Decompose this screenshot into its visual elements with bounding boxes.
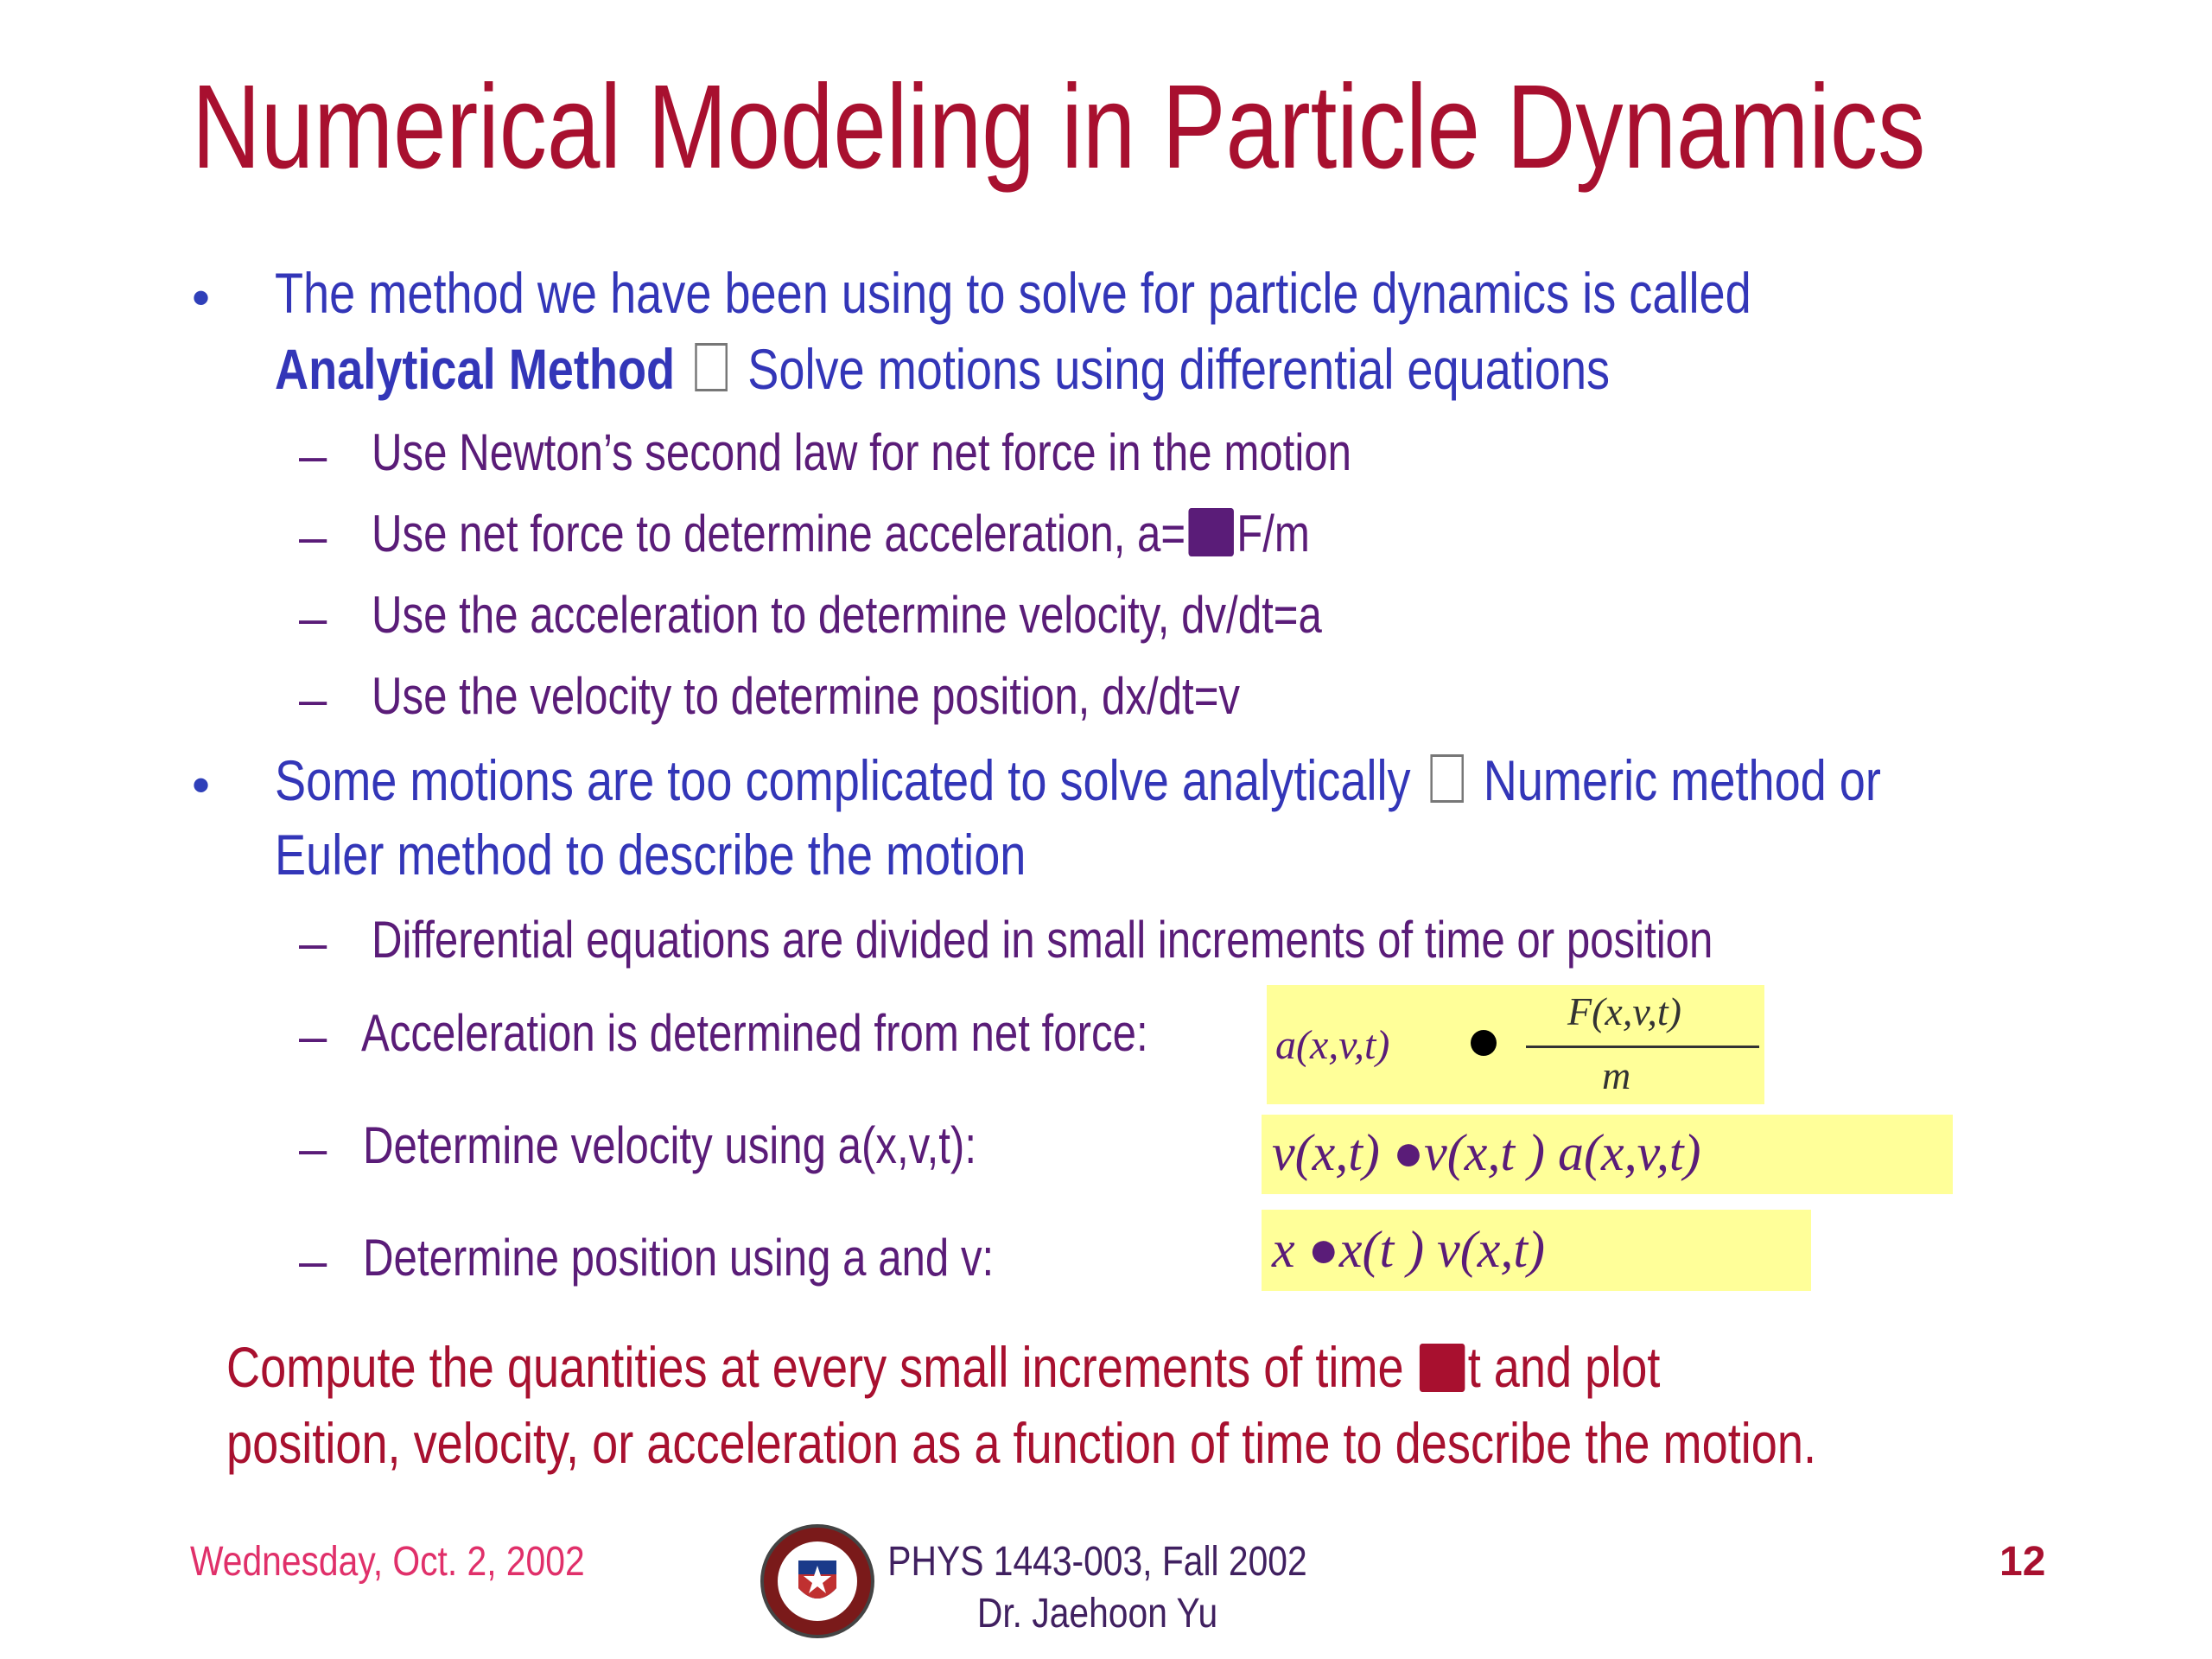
- arrow-glyph-icon: [695, 343, 728, 391]
- university-seal-icon: [759, 1522, 876, 1640]
- footer-instructor: Dr. Jaehoon Yu: [976, 1591, 1218, 1637]
- velocity-equation: v(x,t) ●v(x,t ) a(x,v,t): [1272, 1124, 1701, 1181]
- acceleration-equation-box: [1267, 985, 1764, 1104]
- equals-glyph-icon: [1471, 1030, 1497, 1056]
- conclusion-line1: [226, 1331, 1660, 1405]
- accel-lhs: a(x,v,t): [1275, 1022, 1390, 1068]
- position-equation-box: [1262, 1210, 1811, 1291]
- footer-course: PHYS 1443-003, Fall 2002: [887, 1539, 1307, 1585]
- bullet2-line2: Euler method to describe the motion: [275, 823, 1027, 887]
- bullet2-line1-text-b: Numeric method or: [1483, 748, 1881, 812]
- accel-denominator: m: [1602, 1053, 1631, 1097]
- dash-icon: –: [299, 509, 327, 565]
- fraction-bar: [1526, 1046, 1759, 1048]
- sum-symbol-glyph-icon: [1188, 508, 1233, 556]
- sub2-item-1: Differential equations are divided in small increments of time or position: [372, 911, 1713, 969]
- bullet2-line1-text-a: Some motions are too complicated to solve analytically: [275, 748, 1411, 812]
- dash-icon: –: [299, 671, 327, 728]
- sub2-item-2: Acceleration is determined from net force:: [361, 1004, 1148, 1062]
- accel-numerator: F(x,v,t): [1567, 989, 1681, 1033]
- bullet1-line2: [275, 335, 1610, 404]
- analytical-method-label: Analytical Method: [275, 337, 676, 401]
- arrow-glyph-icon: [1431, 754, 1464, 803]
- dash-icon: –: [299, 428, 327, 484]
- bullet1-line2-text: Solve motions using differential equations: [747, 337, 1611, 401]
- dash-icon: –: [299, 590, 327, 646]
- conclusion-line1-text-b: t and plot: [1467, 1335, 1661, 1399]
- footer-date: Wednesday, Oct. 2, 2002: [190, 1539, 585, 1585]
- sub1-item-2: [372, 503, 1310, 565]
- sub1-item-4: Use the velocity to determine position, dx/dt=v: [372, 667, 1241, 725]
- delta-glyph-icon: [1420, 1344, 1465, 1392]
- sub1-item-3: Use the acceleration to determine velocity, dv/dt=a: [372, 586, 1322, 644]
- bullet2-line1: [275, 747, 1881, 815]
- dash-icon: –: [299, 1008, 327, 1065]
- bullet-dot-icon: •: [192, 269, 211, 327]
- dash-icon: –: [299, 1121, 327, 1177]
- sub2-item-3: Determine velocity using a(x,v,t):: [363, 1116, 976, 1174]
- footer-course-info: [870, 1536, 1325, 1640]
- conclusion-line2: position, velocity, or acceleration as a function of time to describe the motion.: [226, 1411, 1817, 1475]
- slide-title: Numerical Modeling in Particle Dynamics: [192, 60, 1926, 194]
- velocity-equation-box: [1262, 1115, 1953, 1194]
- bullet1-line1: The method we have been using to solve for particle dynamics is called: [275, 261, 1751, 325]
- dash-icon: –: [299, 1233, 327, 1289]
- sub2-item-4: Determine position using a and v:: [363, 1229, 995, 1287]
- bullet-dot-icon: •: [192, 756, 211, 814]
- sub1-item-2-tail: F/m: [1236, 505, 1310, 563]
- dash-icon: –: [299, 915, 327, 971]
- position-equation: x ●x(t ) v(x,t): [1272, 1221, 1546, 1278]
- sub1-item-1: Use Newton’s second law for net force in the motion: [372, 423, 1352, 481]
- conclusion-line1-text-a: Compute the quantities at every small increments of time: [226, 1335, 1404, 1399]
- sub1-item-2-text: Use net force to determine acceleration, a=: [372, 505, 1186, 563]
- page-number: 12: [1999, 1539, 2046, 1585]
